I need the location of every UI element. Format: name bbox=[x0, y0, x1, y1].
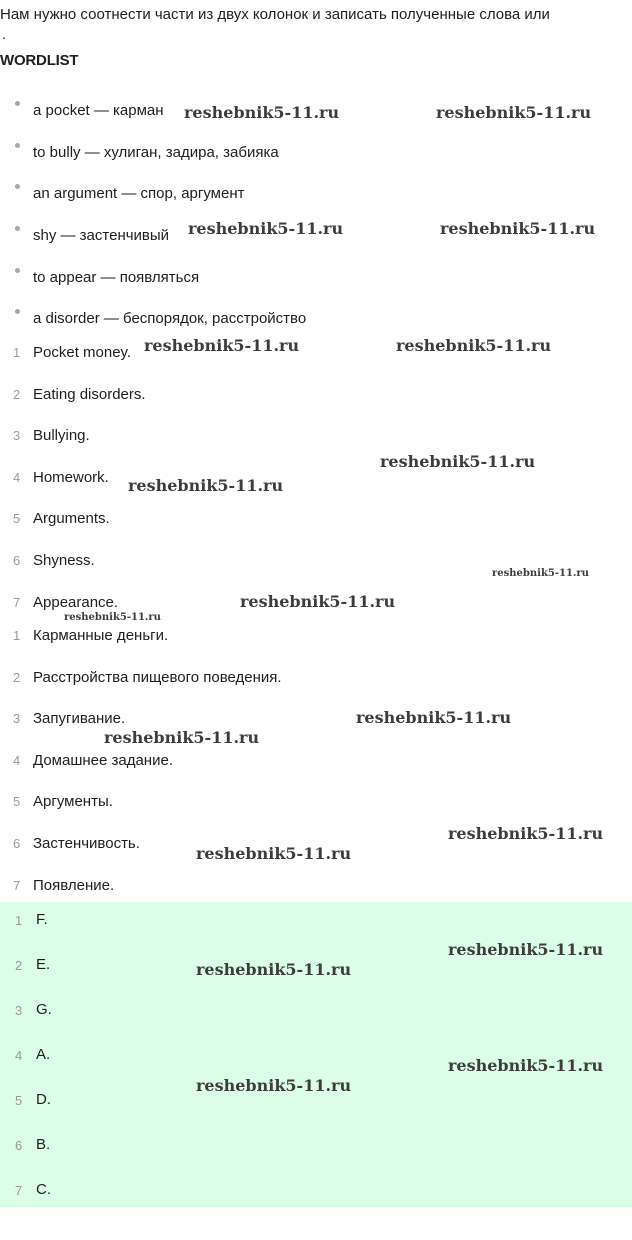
watermark: reshebnik5-11.ru bbox=[128, 476, 284, 495]
answer-item bbox=[0, 902, 632, 947]
answer-item bbox=[0, 947, 632, 992]
watermark: reshebnik5-11.ru bbox=[440, 219, 596, 238]
wordlist-item-text: shy — застенчивый bbox=[33, 227, 170, 245]
list-item-text: Appearance. bbox=[33, 593, 119, 611]
list-item bbox=[0, 660, 632, 702]
list-number: 6 bbox=[13, 552, 21, 568]
intro-continuation: . bbox=[2, 26, 7, 43]
list-number: 1 bbox=[13, 628, 21, 643]
intro-text: Нам нужно соотнести части из двух колонок и записать полученные слова или bbox=[0, 6, 550, 23]
list-number: 5 bbox=[15, 1093, 23, 1108]
watermark: reshebnik5-11.ru bbox=[184, 103, 340, 122]
list-number: 7 bbox=[15, 1183, 23, 1198]
answer-text: D. bbox=[36, 1091, 51, 1108]
wordlist-item bbox=[0, 260, 632, 302]
list-number: 3 bbox=[15, 1003, 23, 1018]
watermark: reshebnik5-11.ru bbox=[240, 592, 396, 611]
watermark: reshebnik5-11.ru bbox=[448, 1056, 604, 1075]
wordlist-heading: WORDLIST bbox=[0, 52, 79, 69]
watermark: reshebnik5-11.ru bbox=[144, 336, 300, 355]
list-number: 2 bbox=[15, 958, 23, 973]
watermark: reshebnik5-11.ru bbox=[188, 219, 344, 238]
list-item bbox=[0, 743, 632, 785]
list-number: 4 bbox=[15, 1048, 23, 1063]
list-item bbox=[0, 543, 632, 585]
list-number: 4 bbox=[13, 752, 21, 768]
watermark: reshebnik5-11.ru bbox=[396, 336, 552, 355]
bullet-icon bbox=[15, 101, 20, 106]
list-item-text: Застенчивость. bbox=[33, 834, 140, 852]
list-item-text: Появление. bbox=[33, 876, 115, 894]
wordlist-item bbox=[0, 135, 632, 177]
russian-list bbox=[0, 618, 632, 909]
wordlist-item bbox=[0, 218, 632, 260]
list-number: 6 bbox=[15, 1138, 23, 1153]
answer-text: B. bbox=[36, 1136, 51, 1153]
list-item-text: Homework. bbox=[33, 468, 109, 486]
bullet-icon bbox=[15, 184, 20, 189]
watermark: reshebnik5-11.ru bbox=[436, 103, 592, 122]
answer-item bbox=[0, 1082, 632, 1127]
wordlist-item-text: to appear — появляться bbox=[33, 268, 200, 286]
bullet-icon bbox=[15, 309, 20, 314]
watermark: reshebnik5-11.ru bbox=[196, 960, 352, 979]
bullet-icon bbox=[15, 143, 20, 148]
watermark: reshebnik5-11.ru bbox=[448, 940, 604, 959]
list-number: 3 bbox=[13, 711, 21, 727]
answer-text: F. bbox=[36, 911, 48, 928]
list-item bbox=[0, 826, 632, 868]
watermark: reshebnik5-11.ru bbox=[64, 612, 161, 623]
list-item-text: Запугивание. bbox=[33, 710, 126, 728]
bullet-icon bbox=[15, 226, 20, 231]
list-number: 2 bbox=[13, 386, 21, 402]
answer-text: E. bbox=[36, 956, 51, 973]
wordlist-item-text: a disorder — беспорядок, расстройство bbox=[33, 310, 307, 328]
list-item-text: Карманные деньги. bbox=[33, 627, 169, 644]
answer-item bbox=[0, 1037, 632, 1082]
list-number: 7 bbox=[13, 877, 21, 893]
list-item-text: Shyness. bbox=[33, 551, 95, 569]
list-number: 2 bbox=[13, 669, 21, 685]
watermark: reshebnik5-11.ru bbox=[356, 708, 512, 727]
bullet-icon bbox=[15, 268, 20, 273]
wordlist-item-text: a pocket — карман bbox=[33, 102, 164, 119]
list-item-text: Аргументы. bbox=[33, 793, 113, 811]
english-list bbox=[0, 335, 632, 626]
list-number: 1 bbox=[15, 913, 23, 928]
list-item bbox=[0, 335, 632, 377]
list-item-text: Arguments. bbox=[33, 510, 110, 528]
list-number: 5 bbox=[13, 511, 21, 527]
wordlist-item-text: to bully — хулиган, задира, забияка bbox=[33, 143, 279, 161]
answer-item bbox=[0, 992, 632, 1037]
list-item bbox=[0, 501, 632, 543]
list-item bbox=[0, 784, 632, 826]
wordlist-item bbox=[0, 93, 632, 135]
answer-item bbox=[0, 1127, 632, 1172]
answer-list bbox=[0, 902, 632, 1207]
list-item bbox=[0, 618, 632, 660]
list-number: 3 bbox=[13, 428, 21, 444]
answer-text: A. bbox=[36, 1046, 51, 1063]
list-item-text: Домашнее задание. bbox=[33, 751, 173, 769]
watermark: reshebnik5-11.ru bbox=[380, 452, 536, 471]
list-item-text: Eating disorders. bbox=[33, 385, 146, 403]
list-item bbox=[0, 460, 632, 502]
watermark: reshebnik5-11.ru bbox=[196, 1076, 352, 1095]
list-number: 7 bbox=[13, 594, 21, 610]
list-number: 5 bbox=[13, 794, 21, 810]
answer-text: G. bbox=[36, 1001, 52, 1018]
watermark: reshebnik5-11.ru bbox=[196, 844, 352, 863]
wordlist bbox=[0, 93, 632, 343]
list-item-text: Bullying. bbox=[33, 427, 90, 445]
list-number: 1 bbox=[13, 345, 21, 360]
list-number: 4 bbox=[13, 469, 21, 485]
answer-item bbox=[0, 1172, 632, 1217]
list-item bbox=[0, 701, 632, 743]
list-item bbox=[0, 418, 632, 460]
watermark: reshebnik5-11.ru bbox=[104, 728, 260, 747]
list-item-text: Pocket money. bbox=[33, 344, 132, 361]
answer-text: C. bbox=[36, 1181, 51, 1198]
watermark: reshebnik5-11.ru bbox=[448, 824, 604, 843]
wordlist-item bbox=[0, 176, 632, 218]
list-item-text: Расстройства пищевого поведения. bbox=[33, 668, 282, 686]
list-item bbox=[0, 377, 632, 419]
watermark: reshebnik5-11.ru bbox=[492, 568, 589, 579]
wordlist-item-text: an argument — спор, аргумент bbox=[33, 185, 245, 203]
list-number: 6 bbox=[13, 835, 21, 851]
